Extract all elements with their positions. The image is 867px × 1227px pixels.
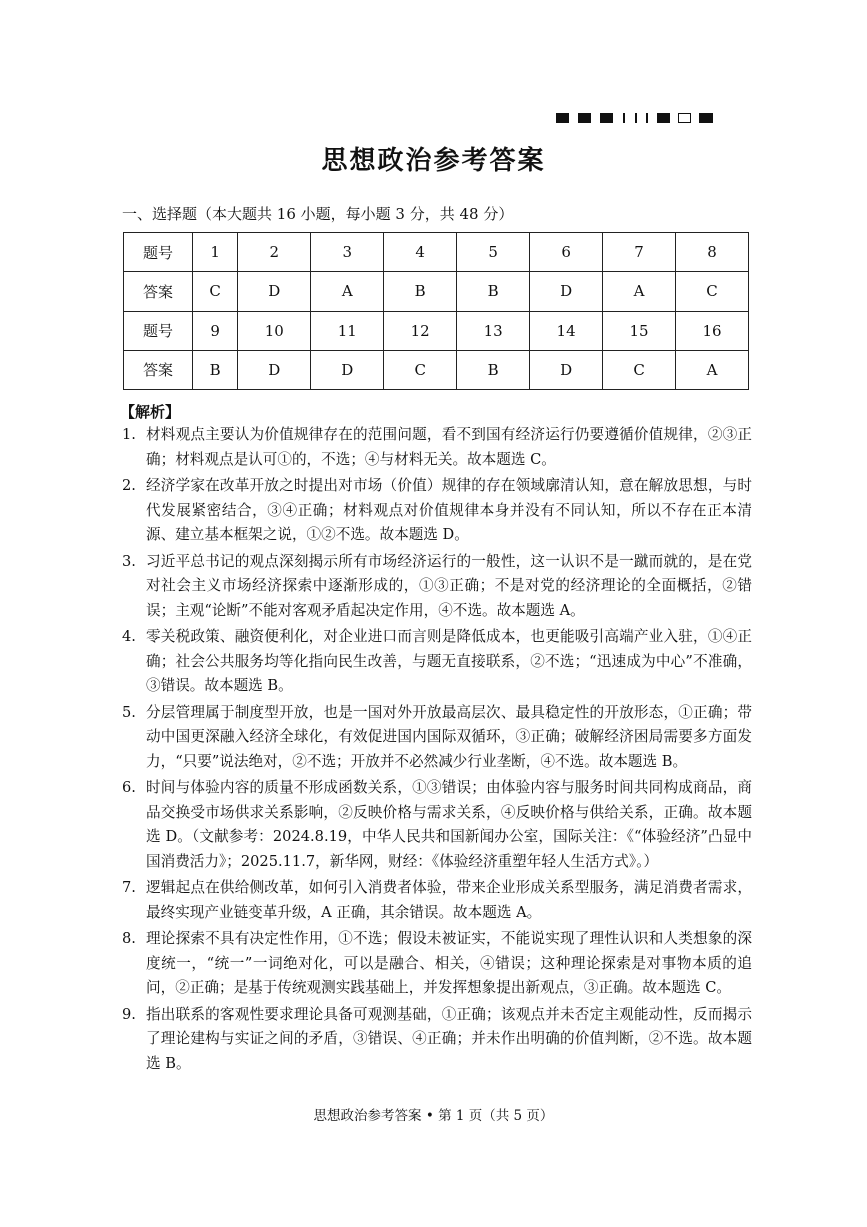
table-cell: C	[676, 272, 749, 311]
table-cell: B	[457, 272, 530, 311]
table-cell: D	[238, 350, 311, 389]
item-text: 时间与体验内容的质量不形成函数关系，①③错误；由体验内容与服务时间共同构成商品，商品交换受市场供求关系影响，②反映价格与需求关系，④反映价格与供给关系，正确。故本题选 D。（文献参考：2024.8.19，中华人民共和国新闻办公室，国际关注：《“体验经济”凸显中国消费活力》；2025.11.7，新华网，财经：《体验经济重塑年轻人生活方式》。）	[146, 779, 752, 870]
table-cell: B	[384, 272, 457, 311]
item-text: 指出联系的客观性要求理论具备可观测基础，①正确；该观点并未否定主观能动性，反而揭示了理论建构与实证之间的矛盾，③错误、④正确；并未作出明确的价值判断，②不选。故本题选 B。	[146, 1005, 752, 1072]
row-label: 题号	[124, 311, 193, 350]
list-item	[122, 474, 752, 548]
table-cell: B	[457, 350, 530, 389]
list-item	[122, 550, 752, 624]
table-cell: 4	[384, 233, 457, 272]
list-item	[122, 1003, 752, 1077]
row-label: 题号	[124, 233, 193, 272]
analysis-heading: 【解析】	[120, 403, 181, 421]
item-number: 4.	[122, 628, 136, 645]
list-item	[122, 927, 752, 1001]
row-label: 答案	[124, 350, 193, 389]
table-cell: 6	[530, 233, 603, 272]
table-cell: D	[238, 272, 311, 311]
table-cell: 16	[676, 311, 749, 350]
item-number: 5.	[122, 703, 136, 721]
table-cell: 11	[311, 311, 384, 350]
item-number: 3.	[122, 552, 136, 570]
table-cell: 8	[676, 233, 749, 272]
table-cell: C	[193, 272, 238, 311]
answer-table	[123, 232, 749, 390]
table-cell: 5	[457, 233, 530, 272]
table-cell: 15	[603, 311, 676, 350]
table-cell: 12	[384, 311, 457, 350]
item-number: 1.	[122, 426, 136, 443]
list-item	[122, 423, 752, 472]
table-row	[124, 311, 749, 350]
item-number: 6.	[122, 779, 136, 796]
item-text: 材料观点主要认为价值规律存在的范围问题，看不到国有经济运行仍要遵循价值规律，②③正确；材料观点是认可①的，不选；④与材料无关。故本题选 C。	[146, 426, 752, 468]
item-text: 分层管理属于制度型开放，也是一国对外开放最高层次、最具稳定性的开放形态，①正确；带动中国更深融入经济全球化，有效促进国内国际双循环，③正确；破解经济困局需要多方面发力，“只要”说法绝对，②不选；开放并不必然减少行业垄断，④不选。故本题选 B。	[146, 703, 752, 770]
item-number: 7.	[122, 879, 136, 896]
page-title: 思想政治参考答案	[321, 146, 546, 176]
section-heading: 一、选择题（本大题共 16 小题，每小题 3 分，共 48 分）	[122, 205, 514, 223]
table-row	[124, 350, 749, 389]
barcode-mark	[556, 113, 713, 123]
table-cell: 14	[530, 311, 603, 350]
list-item	[122, 876, 752, 925]
row-label: 答案	[124, 272, 193, 311]
table-cell: 2	[238, 233, 311, 272]
table-row	[124, 272, 749, 311]
table-cell: 1	[193, 233, 238, 272]
page-footer: 思想政治参考答案 • 第 1 页（共 5 页）	[313, 1108, 554, 1124]
table-cell: 13	[457, 311, 530, 350]
item-number: 2.	[122, 477, 136, 494]
item-number: 8.	[122, 930, 136, 947]
item-text: 逻辑起点在供给侧改革，如何引入消费者体验，带来企业形成关系型服务，满足消费者需求，最终实现产业链变革升级，A 正确，其余错误。故本题选 A。	[146, 879, 752, 921]
item-text: 习近平总书记的观点深刻揭示所有市场经济运行的一般性，这一认识不是一蹴而就的，是在党对社会主义市场经济探索中逐渐形成的，①③正确；不是对党的经济理论的全面概括，②错误；主观“论断”不能对客观矛盾起决定作用，④不选。故本题选 A。	[146, 552, 752, 619]
list-item	[122, 625, 752, 699]
list-item	[122, 701, 752, 775]
table-cell: C	[603, 350, 676, 389]
item-text: 零关税政策、融资便利化，对企业进口而言则是降低成本，也更能吸引高端产业入驻，①④正确；社会公共服务均等化指向民生改善，与题无直接联系，②不选；“迅速成为中心”不准确，③错误。故本题选 B。	[146, 628, 752, 694]
table-row	[124, 233, 749, 272]
table-cell: A	[603, 272, 676, 311]
table-cell: B	[193, 350, 238, 389]
list-item	[122, 776, 752, 874]
table-cell: 7	[603, 233, 676, 272]
table-cell: D	[311, 350, 384, 389]
analysis-list	[122, 423, 752, 1078]
item-text: 经济学家在改革开放之时提出对市场（价值）规律的存在领域廓清认知，意在解放思想，与时代发展紧密结合，③④正确；材料观点对价值规律本身并没有不同认知，所以不存在正本清源、建立基本框架之说，①②不选。故本题选 D。	[146, 477, 752, 543]
item-number: 9.	[122, 1005, 136, 1023]
table-cell: C	[384, 350, 457, 389]
item-text: 理论探索不具有决定性作用，①不选；假设未被证实，不能说实现了理性认识和人类想象的深度统一，“统一”一词绝对化，可以是融合、相关，④错误；这种理论探索是对事物本质的追问，②正确；是基于传统观测实践基础上，并发挥想象提出新观点，③正确。故本题选 C。	[146, 930, 752, 996]
table-cell: D	[530, 272, 603, 311]
table-cell: 10	[238, 311, 311, 350]
table-cell: D	[530, 350, 603, 389]
table-cell: 9	[193, 311, 238, 350]
table-cell: A	[676, 350, 749, 389]
table-cell: 3	[311, 233, 384, 272]
table-cell: A	[311, 272, 384, 311]
